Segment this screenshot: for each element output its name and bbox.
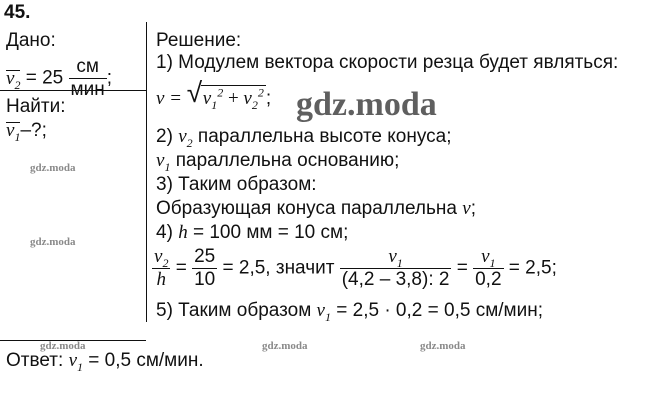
watermark-small: gdz.moda bbox=[262, 340, 308, 352]
find-title: Найти: bbox=[6, 96, 66, 117]
given-value: $v_2 = 25$ $\frac{см}{\text{мин}}$ ; bbox=[6, 56, 112, 100]
watermark-small: gdz.moda bbox=[420, 340, 466, 352]
solution-line-8: 5) Таким образом $v_1 = 2,5 \cdot 0,2 = 0,5$ см/мин; bbox=[156, 300, 543, 324]
ratio-v1-02: $\frac{v_1}{0,2}$ bbox=[475, 246, 502, 290]
problem-number: 45. bbox=[4, 2, 31, 23]
ratio-v2-h: $\frac{v_2}{h}$ bbox=[154, 246, 169, 290]
solution-line-1: 1) Модулем вектора скорости резца будет являться: bbox=[156, 52, 619, 73]
solution-line-6: 4) h = 100 мм = 10 см; bbox=[156, 222, 349, 243]
watermark-large: gdz.moda bbox=[296, 86, 437, 123]
vector-v2: $v_2$ bbox=[6, 67, 21, 92]
sqrt-expression: √ $v_1^2 + v_2^2$ bbox=[186, 77, 264, 112]
watermark-small: gdz.moda bbox=[30, 162, 76, 174]
watermark-small: gdz.moda bbox=[40, 340, 86, 352]
formula-modulus: v = √ $v_1^2 + v_2^2$ ; bbox=[156, 77, 272, 112]
answer-line: Ответ: $v_1 = 0,5$ см/мин. bbox=[6, 350, 204, 374]
given-divider bbox=[0, 90, 146, 91]
ratio-v1-diff: $\frac{v_1}{(4,2 - 3,8): 2}$ bbox=[341, 246, 450, 290]
find-value: $v_1-$?; bbox=[6, 120, 47, 144]
ratio-equation: $\frac{v_2}{h}$ = $\frac{25}{10}$ = 2,5, значит $\frac{v_1}{(4,2 - 3,8): 2}$ = $\frac{v_1}{0,2}$ = 2,5; bbox=[154, 246, 557, 290]
solution-line-5: Образующая конуса параллельна v; bbox=[156, 198, 476, 219]
ratio-25-10: $\frac{25}{10}$ bbox=[194, 246, 216, 290]
solution-line-3: $v_1$ параллельна основанию; bbox=[156, 150, 400, 174]
column-divider bbox=[146, 22, 147, 322]
unit-fraction: $\frac{см}{\text{мин}}$ bbox=[70, 56, 105, 100]
given-title: Дано: bbox=[6, 30, 56, 51]
vector-v1: $v_1$ bbox=[6, 120, 21, 144]
solution-title: Решение: bbox=[156, 30, 242, 51]
solution-line-4: 3) Таким образом: bbox=[156, 174, 317, 195]
solution-line-2: 2) $v_2$ параллельна высоте конуса; bbox=[156, 126, 452, 150]
watermark-small: gdz.moda bbox=[30, 236, 76, 248]
